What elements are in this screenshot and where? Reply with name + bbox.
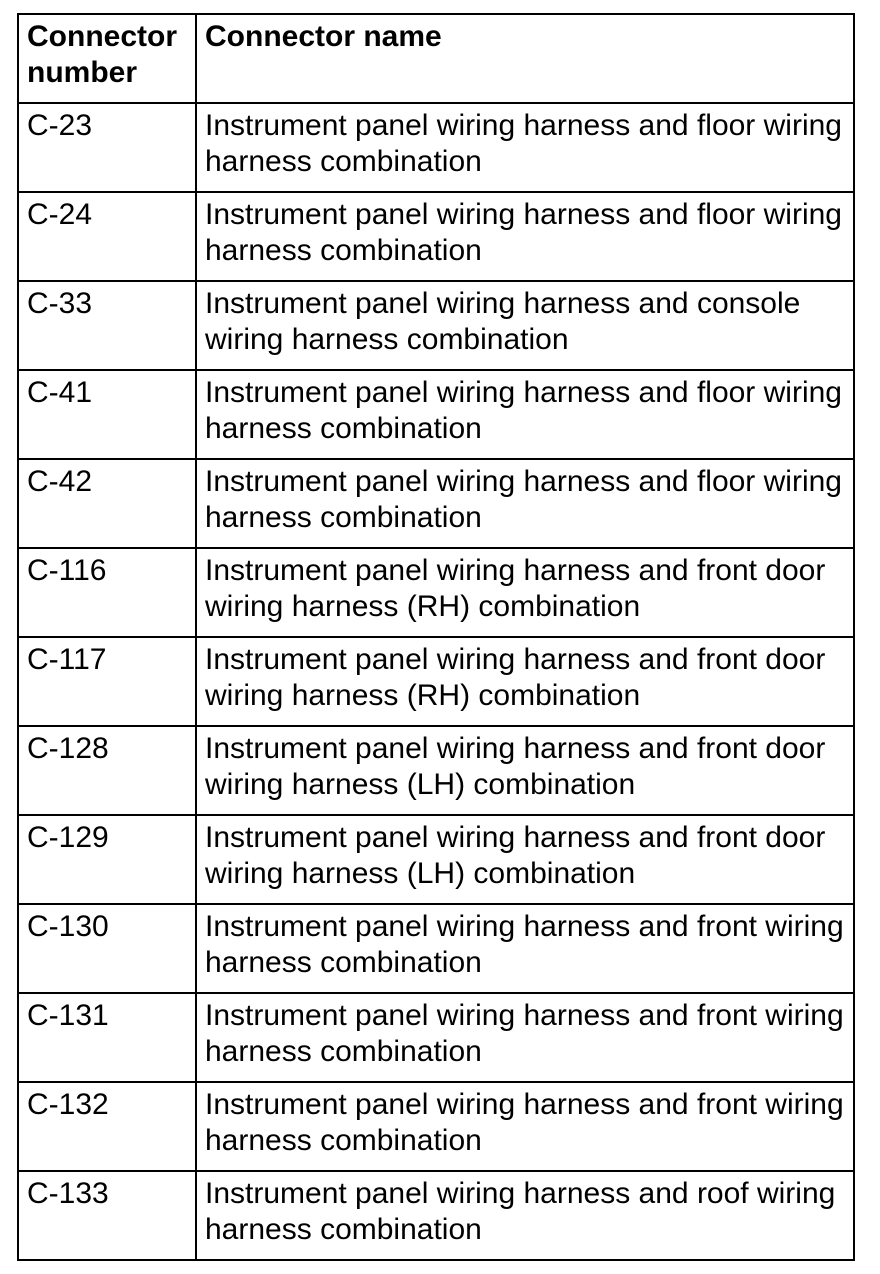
table-row xyxy=(18,548,854,637)
connector-number-cell: C-128 xyxy=(18,726,196,815)
table-row xyxy=(18,904,854,993)
table-row xyxy=(18,1171,854,1260)
connector-number-cell: C-129 xyxy=(18,815,196,904)
connector-number-cell: C-130 xyxy=(18,904,196,993)
table-row xyxy=(18,103,854,192)
table-row xyxy=(18,1082,854,1171)
table-row xyxy=(18,459,854,548)
connector-name-cell: Instrument panel wiring harness and console wiring harness combination xyxy=(196,281,854,370)
connector-number-cell: C-42 xyxy=(18,459,196,548)
table-row xyxy=(18,726,854,815)
connector-name-cell: Instrument panel wiring harness and front door wiring harness (RH) combination xyxy=(196,637,854,726)
connector-number-cell: C-23 xyxy=(18,103,196,192)
connector-name-cell: Instrument panel wiring harness and floor wiring harness combination xyxy=(196,370,854,459)
table-row xyxy=(18,993,854,1082)
connector-name-cell: Instrument panel wiring harness and front door wiring harness (LH) combination xyxy=(196,726,854,815)
table-row xyxy=(18,281,854,370)
connector-name-cell: Instrument panel wiring harness and front wiring harness combination xyxy=(196,1082,854,1171)
connector-name-cell: Instrument panel wiring harness and front door wiring harness (RH) combination xyxy=(196,548,854,637)
connector-table xyxy=(17,13,855,1261)
connector-number-cell: C-131 xyxy=(18,993,196,1082)
connector-number-cell: C-116 xyxy=(18,548,196,637)
connector-name-cell: Instrument panel wiring harness and front wiring harness combination xyxy=(196,993,854,1082)
connector-name-cell: Instrument panel wiring harness and roof wiring harness combination xyxy=(196,1171,854,1260)
connector-name-cell: Instrument panel wiring harness and floor wiring harness combination xyxy=(196,103,854,192)
connector-number-cell: C-24 xyxy=(18,192,196,281)
table-row xyxy=(18,370,854,459)
connector-name-cell: Instrument panel wiring harness and floor wiring harness combination xyxy=(196,459,854,548)
table-row xyxy=(18,815,854,904)
table-row xyxy=(18,637,854,726)
header-connector-number: Connector number xyxy=(18,14,196,103)
header-connector-name: Connector name xyxy=(196,14,854,103)
table-row xyxy=(18,192,854,281)
connector-name-cell: Instrument panel wiring harness and front door wiring harness (LH) combination xyxy=(196,815,854,904)
connector-name-cell: Instrument panel wiring harness and front wiring harness combination xyxy=(196,904,854,993)
connector-number-cell: C-132 xyxy=(18,1082,196,1171)
connector-number-cell: C-117 xyxy=(18,637,196,726)
connector-name-cell: Instrument panel wiring harness and floor wiring harness combination xyxy=(196,192,854,281)
connector-number-cell: C-33 xyxy=(18,281,196,370)
table-header-row xyxy=(18,14,854,103)
connector-number-cell: C-133 xyxy=(18,1171,196,1260)
connector-number-cell: C-41 xyxy=(18,370,196,459)
